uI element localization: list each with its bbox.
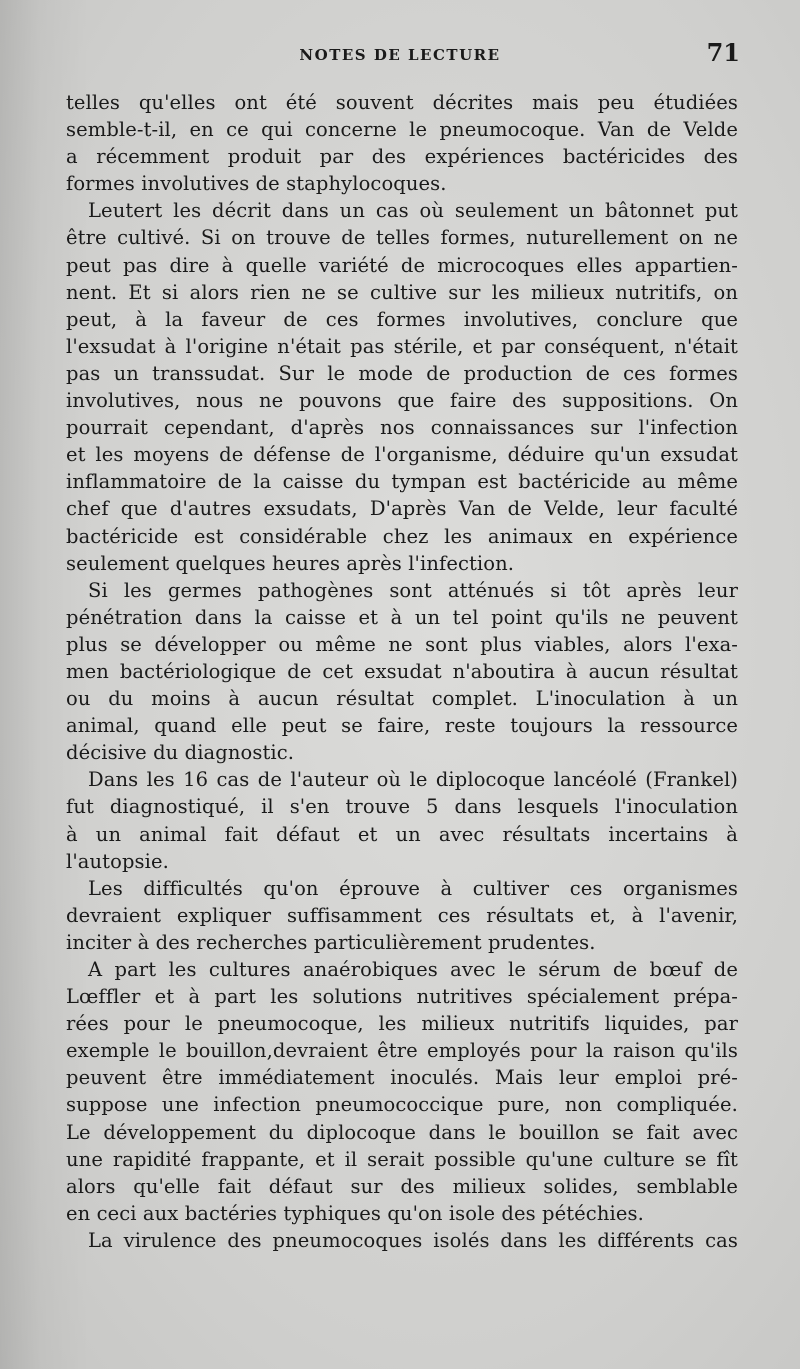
- text-line: Si les germes pathogènes sont atténués si tôt après leur: [88, 578, 738, 602]
- text-line: semble-t-il, en ce qui concerne le pneumocoque. Van de Velde: [66, 118, 738, 142]
- text-line: peut, à la faveur de ces formes involutives, conclure que: [66, 307, 738, 331]
- text-line: plus se développer ou même ne sont plus viables, alors l'exa-: [66, 632, 738, 656]
- body-text: [66, 89, 738, 1254]
- text-line: chef que d'autres exsudats, D'après Van de Velde, leur faculté: [66, 497, 738, 521]
- text-line: exemple le bouillon,devraient être employés pour la raison qu'ils: [66, 1039, 738, 1063]
- text-line: Leutert les décrit dans un cas où seulement un bâtonnet put: [88, 199, 738, 223]
- text-line: telles qu'elles ont été souvent décrites mais peu étudiées: [66, 91, 738, 114]
- paragraph: [66, 956, 738, 1227]
- paragraph: [66, 89, 738, 197]
- paragraph: [66, 197, 738, 576]
- text-line: involutives, nous ne pouvons que faire des suppositions. On: [66, 389, 738, 413]
- text-line: ou du moins à aucun résultat complet. L'inoculation à un: [66, 687, 738, 711]
- text-line: suppose une infection pneumococcique pure, non compliquée.: [66, 1093, 738, 1117]
- text-line: Lœffler et à part les solutions nutritives spécialement prépa-: [66, 985, 738, 1009]
- text-line: pas un transsudat. Sur le mode de production de ces formes: [66, 361, 738, 385]
- text-line: à un animal fait défaut et un avec résultats incertains à: [66, 822, 738, 846]
- text-line: peuvent être immédiatement inoculés. Mais leur emploi pré-: [66, 1066, 738, 1090]
- text-line: La virulence des pneumocoques isolés dans les différents cas: [88, 1228, 738, 1252]
- running-title: NOTES DE LECTURE: [299, 46, 501, 64]
- text-line: alors qu'elle fait défaut sur des milieux solides, semblable: [66, 1174, 738, 1198]
- text-line: animal, quand elle peut se faire, reste toujours la ressource: [66, 714, 738, 738]
- text-line: l'autopsie.: [66, 849, 169, 873]
- text-line: Les difficultés qu'on éprouve à cultiver ces organismes: [88, 876, 738, 900]
- text-line: rées pour le pneumocoque, les milieux nutritifs liquides, par: [66, 1012, 738, 1036]
- text-line: bactéricide est considérable chez les animaux en expérience: [66, 524, 738, 548]
- paragraph: [66, 1227, 738, 1254]
- text-line: inflammatoire de la caisse du tympan est bactéricide au même: [66, 470, 738, 494]
- text-line: l'exsudat à l'origine n'était pas stérile, et par conséquent, n'était: [66, 334, 738, 358]
- text-line: inciter à des recherches particulièrement prudentes.: [66, 930, 596, 954]
- text-line: décisive du diagnostic.: [66, 741, 295, 765]
- page-number: 71: [706, 38, 740, 67]
- text-line: et les moyens de défense de l'organisme, déduire qu'un exsudat: [66, 443, 738, 467]
- text-line: formes involutives de staphylocoques.: [66, 172, 447, 196]
- text-line: seulement quelques heures après l'infection.: [66, 551, 515, 575]
- text-line: Dans les 16 cas de l'auteur où le diplocoque lancéolé (Frankel): [88, 768, 738, 792]
- text-line: devraient expliquer suffisamment ces résultats et, à l'avenir,: [66, 903, 738, 927]
- text-line: Le développement du diplocoque dans le bouillon se fait avec: [66, 1120, 738, 1144]
- paragraph: [66, 766, 738, 874]
- text-line: être cultivé. Si on trouve de telles formes, nuturellement on ne: [66, 226, 738, 250]
- text-line: pénétration dans la caisse et à un tel point qu'ils ne peuvent: [66, 605, 738, 629]
- text-line: A part les cultures anaérobiques avec le sérum de bœuf de: [88, 958, 738, 981]
- paragraph: [66, 875, 738, 956]
- paragraph: [66, 577, 738, 767]
- text-line: men bactériologique de cet exsudat n'aboutira à aucun résultat: [66, 659, 738, 683]
- text-line: peut pas dire à quelle variété de microcoques elles appartien-: [66, 253, 738, 277]
- text-line: nent. Et si alors rien ne se cultive sur les milieux nutritifs, on: [66, 280, 738, 304]
- text-line: pourrait cependant, d'après nos connaissances sur l'infection: [66, 416, 738, 440]
- text-line: a récemment produit par des expériences bactéricides des: [66, 145, 738, 169]
- text-line: en ceci aux bactéries typhiques qu'on isole des pétéchies.: [66, 1201, 644, 1225]
- text-line: fut diagnostiqué, il s'en trouve 5 dans lesquels l'inoculation: [66, 795, 738, 819]
- running-head: [60, 38, 740, 78]
- text-line: une rapidité frappante, et il serait possible qu'une culture se fît: [66, 1147, 738, 1171]
